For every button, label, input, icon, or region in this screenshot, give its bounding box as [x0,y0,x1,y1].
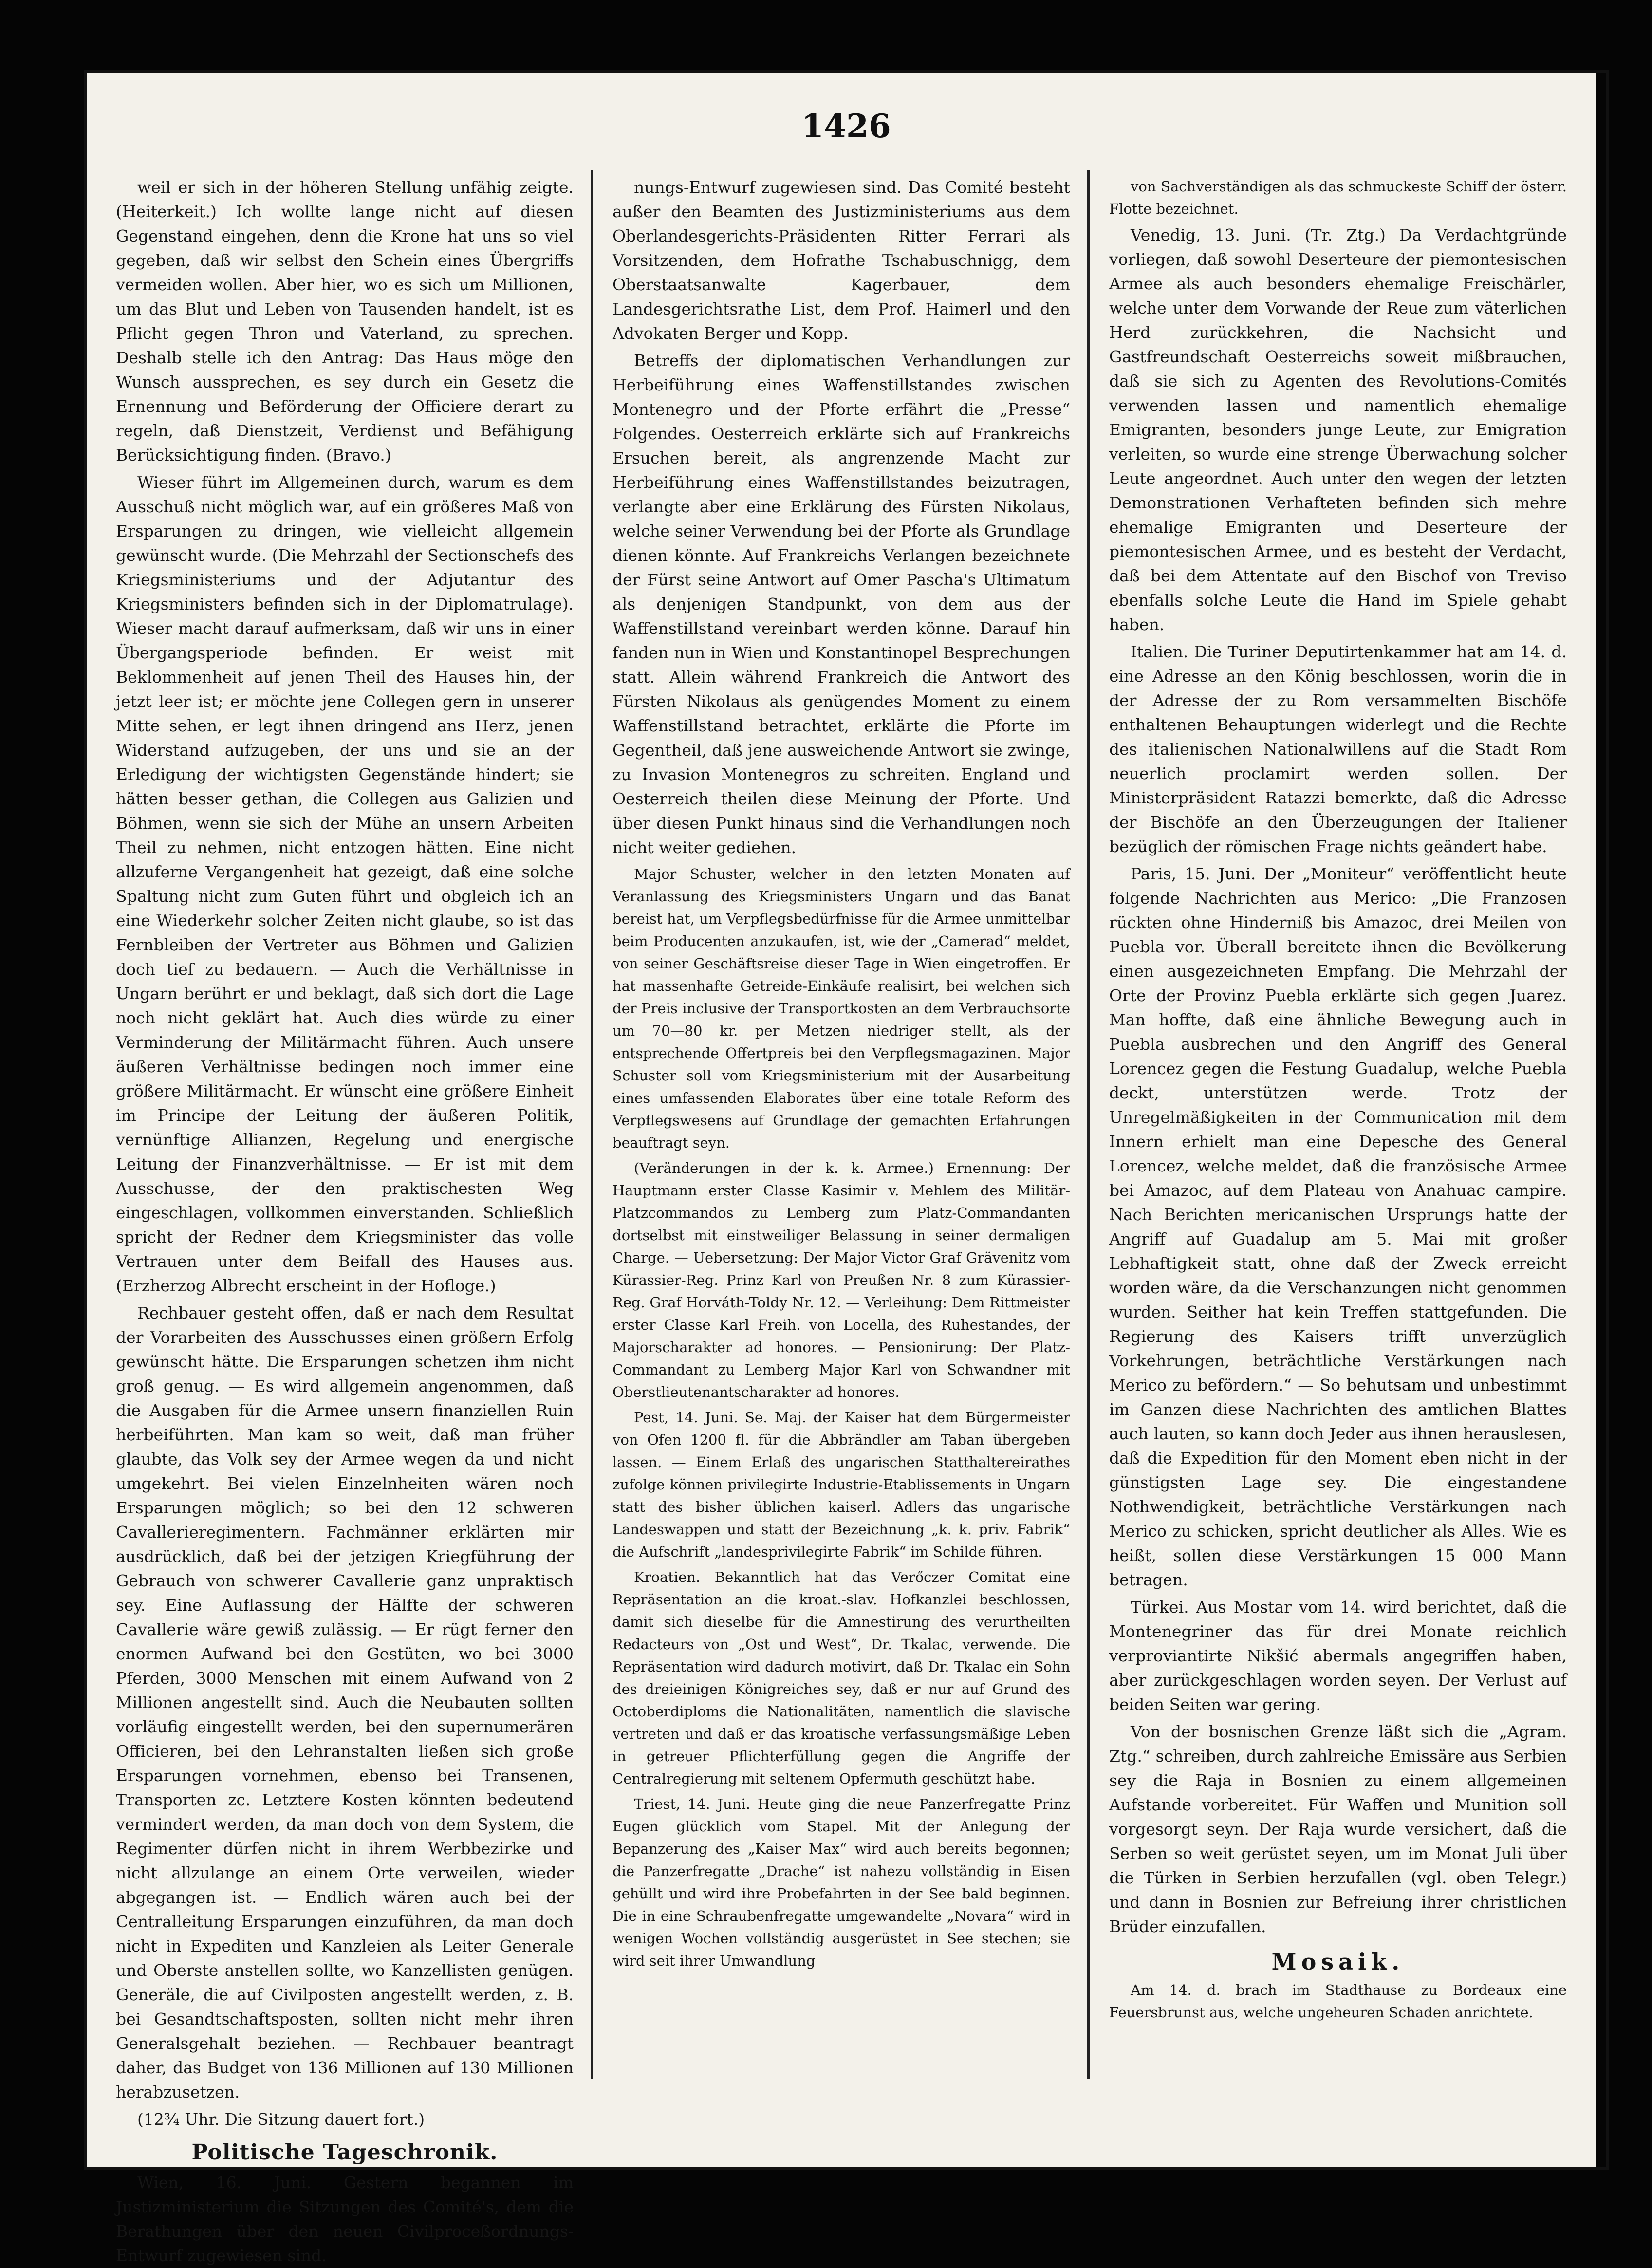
paragraph: weil er sich in der höheren Stellung unfähig zeigte. (Heiterkeit.) Ich wollte lange nicht auf diesen Gegenstand eingehen, denn die Krone hat uns so viel gegeben, daß wir selbst den Schein eines Übergriffs vermeiden wollen. Aber hier, wo es sich um Millionen, um das Blut und Leben von Tausenden handelt, ist es Pflicht gegen Thron und Vaterland, zu sprechen. Deshalb stelle ich den Antrag: Das Haus möge den Wunsch aussprechen, es sey durch ein Gesetz die Ernennung und Beförderung der Officiere derart zu regeln, daß Dienstzeit, Verdienst und Befähigung Berücksichtigung finden. (Bravo.) [116,178,574,465]
paragraph: Betreffs der diplomatischen Verhandlungen zur Herbeiführung eines Waffenstillstandes zwischen Montenegro und der Pforte erfährt die „Presse“ Folgendes. Oesterreich erklärte sich auf Frankreichs Ersuchen bereit, als angrenzende Macht zur Herbeiführung eines Waffenstillstandes beizutragen, verlangte aber eine Erklärung des Fürsten Nikolaus, welche seiner Verwendung bei der Pforte als Grundlage dienen könnte. Auf Frankreichs Verlangen bezeichnete der Fürst seine Antwort auf Omer Pascha's Ultimatum als denjenigen Standpunkt, von dem aus der Waffenstillstand vereinbart werden könne. Darauf hin fanden nun in Wien und Konstantinopel Besprechungen statt. Allein während Frankreich die Antwort des Fürsten Nikolaus als genügendes Moment zu einem Waffenstillstand betrachtet, erklärte die Pforte im Gegentheil, daß jene ausweichende Antwort sie zwinge, zu Invasion Montenegros zu schreiten. England und Oesterreich theilen diese Meinung der Pforte. Und über diesen Punkt hinaus sind die Verhandlungen noch nicht weiter gediehen. [613,351,1070,857]
paragraph: Venedig, 13. Juni. (Tr. Ztg.) Da Verdachtgründe vorliegen, daß sowohl Deserteure der piemontesischen Armee als auch besonders ehemalige Freischärler, welche unter dem Vorwande der Reue zum väterlichen Herd zurückkehren, die Nachsicht und Gastfreundschaft Oesterreichs soweit mißbrauchen, daß sie sich zu Agenten des Revolutions-Comités verwenden lassen und namentlich ehemalige Emigranten, besonders junge Leute, zur Emigration verleiten, so wurde eine strenge Überwachung solcher Leute angeordnet. Auch unter den wegen der letzten Demonstrationen Verhafteten befinden sich mehre ehemalige Emigranten und Deserteure der piemontesischen Armee, und es besteht der Verdacht, daß bei dem Attentate auf den Bischof von Treviso ebenfalls solche Leute die Hand im Spiele gehabt haben. [1109,225,1567,634]
paragraph: Rechbauer gesteht offen, daß er nach dem Resultat der Vorarbeiten des Ausschusses einen größern Erfolg gewünscht hätte. Die Ersparungen schetzen ihm nicht groß genug. — Es wird allgemein angenommen, daß die Ausgaben für die Armee unsern finanziellen Ruin herbeiführten. Man kam so weit, daß man früher glaubte, das Volk sey der Armee wegen da und nicht umgekehrt. Bei vielen Einzelnheiten wären noch Ersparungen möglich; so bei den 12 schweren Cavallerieregimentern. Fachmänner erklärten mir ausdrücklich, daß bei der jetzigen Kriegführung der Gebrauch von schwerer Cavallerie ganz unpraktisch sey. Eine Auflassung der Hälfte der schweren Cavallerie wäre gewiß zulässig. — Er rügt ferner den enormen Aufwand bei den Gestüten, wo bei 3000 Pferden, 3000 Menschen mit einem Aufwand von 2 Millionen angestellt sind. Auch die Neubauten sollten vorläufig eingestellt werden, bei den supernumerären Officieren, bei den Lehranstalten ließen sich große Ersparungen vornehmen, ebenso bei Transenen, Transporten zc. Letztere Kosten könnten bedeutend vermindert werden, da man doch von dem System, die Regimenter dürfen nicht in ihrem Werbbezirke und nicht allzulange an einem Orte verweilen, wieder abgegangen ist. — Endlich wären auch bei der Centralleitung Ersparungen einzuführen, da man doch nicht in Expediten und Kanzleien als Leiter Generale und Oberste anstellen sollte, wo Kanzellisten genügen. Generäle, die auf Civilposten angestellt werden, z. B. bei Gesandtschaftsposten, sollten nicht mehr ihren Generalsgehalt beziehen. — Rechbauer beantragt daher, das Budget von 136 Millionen auf 130 Millionen herabzusetzen. [116,1303,574,2101]
column-left [116,175,574,2265]
section-heading-mosaik: Mosaik. [1271,1949,1405,1975]
paragraph: von Sachverständigen als das schmuckeste Schiff der österr. Flotte bezeichnet. [1109,178,1567,217]
paragraph: Pest, 14. Juni. Se. Maj. der Kaiser hat dem Bürgermeister von Ofen 1200 fl. für die Abbrändler am Taban übergeben lassen. — Einem Erlaß des ungarischen Statthaltereirathes zufolge können privilegirte Industrie-Etablissements in Ungarn statt des bisher üblichen kaiserl. Adlers das ungarische Landeswappen und statt der Bezeichnung „k. k. priv. Fabrik“ die Aufschrift „landesprivilegirte Fabrik“ im Schilde führen. [613,1409,1070,1560]
paragraph: nungs-Entwurf zugewiesen sind. Das Comité besteht außer den Beamten des Justizministeriums aus dem Oberlandesgerichts-Präsidenten Ritter Ferrari als Vorsitzenden, dem Hofrathe Tschabuschnigg, dem Oberstaatsanwalte Kagerbauer, dem Landesgerichtsrathe List, dem Prof. Haimerl und den Advokaten Berger und Kopp. [613,178,1070,343]
session-note: (12¾ Uhr. Die Sitzung dauert fort.) [137,2110,425,2129]
paragraph: Paris, 15. Juni. Der „Moniteur“ veröffentlicht heute folgende Nachrichten aus Merico: „Die Franzosen rückten ohne Hinderniß bis Amazoc, drei Meilen von Puebla vor. Überall bereitete ihnen die Bevölkerung einen ausgezeichneten Empfang. Die Mehrzahl der Orte der Provinz Puebla erklärte sich gegen Juarez. Man hoffte, daß eine ähnliche Bewegung auch in Puebla ausbrechen und den Angriff des General Lorencez gegen die Festung Guadalup, welche Puebla deckt, unterstützen werde. Trotz der Unregelmäßigkeiten in der Communication mit dem Innern erhielt man eine Depesche des General Lorencez, welche meldet, daß die französische Armee bei Amazoc, auf dem Plateau von Anahuac campire. Nach Berichten mericanischen Ursprungs hatte der Angriff auf Guadalup am 5. Mai mit großer Lebhaftigkeit statt, ohne daß der Zweck erreicht worden wäre, da die Verschanzungen nicht genommen wurden. Seither hat kein Treffen stattgefunden. Die Regierung des Kaisers trifft unverzüglich Vorkehrungen, beträchtliche Verstärkungen nach Merico zu befördern.“ — So behutsam und unbestimmt im Ganzen diese Nachrichten des amtlichen Blattes auch lauten, so kann doch Jeder aus ihnen herauslesen, daß die Expedition für den Moment eben nicht in der günstigsten Lage sey. Die eingestandene Nothwendigkeit, beträchtliche Verstärkungen nach Merico zu schicken, spricht deutlicher als Alles. Wie es heißt, sollen diese Verstärkungen 15 000 Mann betragen. [1109,864,1567,1589]
column-rule-right [1087,170,1090,2079]
newspaper-page [87,73,1606,2265]
column-middle [613,175,1070,2074]
section-heading-chronik: Politische Tageschronik. [191,2140,498,2165]
paragraph: Türkei. Aus Mostar vom 14. wird berichtet, daß die Montenegriner das für drei Monate reichlich verproviantirte Nikšić abermals angegriffen haben, aber zurückgeschlagen worden seyen. Der Verlust auf beiden Seiten war gering. [1109,1598,1567,1714]
paragraph: Major Schuster, welcher in den letzten Monaten auf Veranlassung des Kriegsministers Ungarn und das Banat bereist hat, um Verpflegsbedürfnisse für die Armee unmittelbar beim Producenten anzukaufen, ist, wie der „Camerad“ meldet, von seiner Geschäftsreise dieser Tage in Wien eingetroffen. Er hat massenhafte Getreide-Einkäufe realisirt, bei welchen sich der Preis inclusive der Transportkosten an dem Verbrauchsorte um 70—80 kr. per Metzen niedriger stellt, als der entsprechende Offertpreis bei den Verpflegsmagazinen. Major Schuster soll vom Kriegsministerium mit der Ausarbeitung eines umfassenden Elaborates über eine totale Reform des Verpflegswesens auf Grundlage der gemachten Erfahrungen beauftragt seyn. [613,866,1070,1151]
paragraph: Triest, 14. Juni. Heute ging die neue Panzerfregatte Prinz Eugen glücklich vom Stapel. Mit der Anlegung der Bepanzerung des „Kaiser Max“ wird auch bereits begonnen; die Panzerfregatte „Drache“ ist nahezu vollständig in Eisen gehüllt und wird ihre Probefahrten in der See bald beginnen. Die in eine Schraubenfregatte umgewandelte „Novara“ wird in wenigen Wochen vollständig ausgerüstet in See stechen; sie wird seit ihrer Umwandlung [613,1796,1070,1969]
page-edge [1596,73,1606,2167]
paragraph: Kroatien. Bekanntlich hat das Verőczer Comitat eine Repräsentation an die kroat.-slav. Hofkanzlei beschlossen, damit sich dieselbe für die Amnestirung des verurtheilten Redacteurs von „Ost und West“, Dr. Tkalac, verwende. Die Repräsentation wird dadurch motivirt, daß Dr. Tkalac ein Sohn des dreieinigen Königreiches sey, daß er nur auf Grund des Octoberdiploms die Nationalitäten, namentlich die slavische vertreten und daß er das kroatische verfassungsmäßige Leben in getreuer Pflichterfüllung gegen die Angriffe der Centralregierung mit seltenem Opfermuth geschützt habe. [613,1569,1070,1787]
paragraph: Italien. Die Turiner Deputirtenkammer hat am 14. d. eine Adresse an den König beschlossen, worin die in der Adresse der zu Rom versammelten Bischöfe enthaltenen Behauptungen widerlegt und die Rechte des italienischen Nationalwillens auf die Stadt Rom neuerlich proclamirt werden sollen. Der Ministerpräsident Ratazzi bemerkte, daß die Adresse der Bischöfe an den Überzeugungen der Italiener bezüglich der römischen Frage nichts geändert habe. [1109,642,1567,856]
paragraph: (Veränderungen in der k. k. Armee.) Ernennung: Der Hauptmann erster Classe Kasimir v. Mehlem des Militär-Platzcommandos zu Lemberg zum Platz-Commandanten dortselbst mit einstweiliger Belassung in seiner dermaligen Charge. — Uebersetzung: Der Major Victor Graf Grävenitz vom Kürassier-Reg. Prinz Karl von Preußen Nr. 8 zum Kürassier-Reg. Graf Horváth-Toldy Nr. 12. — Verleihung: Dem Rittmeister erster Classe Karl Freih. von Locella, des Ruhestandes, der Majorscharakter ad honores. — Pensionirung: Der Platz-Commandant zu Lemberg Major Karl von Schwandner mit Oberstlieutenantscharakter ad honores. [613,1160,1070,1400]
page-number: 1426 [801,107,891,145]
paragraph: Wieser führt im Allgemeinen durch, warum es dem Ausschuß nicht möglich war, auf ein größeres Maß von Ersparungen zu dringen, wie vielleicht allgemein gewünscht wurde. (Die Mehrzahl der Sectionschefs des Kriegsministeriums und der Adjutantur des Kriegsministers befinden sich in der Diplomatrulage). Wieser macht darauf aufmerksam, daß wir uns in einer Übergangsperiode befinden. Er weist mit Beklommenheit auf jenen Theil des Hauses hin, der jetzt leer ist; er möchte jene Collegen gern in unserer Mitte sehen, er legt ihnen dringend ans Herz, jenen Widerstand aufzugeben, der uns und sie an der Erledigung der wichtigsten Gegenstände hindert; sie hätten besser gethan, die Collegen aus Galizien und Böhmen, wenn sie sich der Mühe an unsern Arbeiten Theil zu nehmen, nicht entzogen hätten. Eine nicht allzuferne Vergangenheit hat gezeigt, daß eine solche Spaltung nicht zum Guten führt und obgleich ich an eine Wiederkehr solcher Zeiten nicht glaube, so ist das Fernbleiben der Vertreter aus Böhmen und Galizien doch tief zu bedauern. — Auch die Verhältnisse in Ungarn berührt er und beklagt, daß sich dort die Lage noch nicht geklärt hat. Auch dies würde zu einer Verminderung der Militärmacht führen. Auch unsere äußeren Verhältnisse bedingen noch immer eine größere Militärmacht. Er wünscht eine größere Einheit im Principe der Leitung der äußeren Politik, vernünftige Allianzen, Regelung und energische Leitung der Finanzverhältnisse. — Er ist mit dem Ausschusse, der den praktischesten Weg eingeschlagen, vollkommen einverstanden. Schließlich spricht der Redner dem Kriegsminister das volle Vertrauen unter dem Beifall des Hauses aus. (Erzherzog Albrecht erscheint in der Hofloge.) [116,473,574,1295]
paragraph: Am 14. d. brach im Stadthause zu Bordeaux eine Feuersbrunst aus, welche ungeheuren Schaden anrichtete. [1109,1982,1567,2021]
paragraph: Wien, 16. Juni. Gestern begannen im Justizministerium die Sitzungen des Comité's, dem die Berathungen über den neuen Civilproceßordnungs-Entwurf zugewiesen sind. [116,2173,574,2265]
column-right [1109,175,1567,2074]
column-rule-left [591,170,593,2079]
paragraph: Von der bosnischen Grenze läßt sich die „Agram. Ztg.“ schreiben, durch zahlreiche Emissäre aus Serbien sey die Raja in Bosnien zu einem allgemeinen Aufstande vorbereitet. Für Waffen und Munition soll vorgesorgt seyn. Der Raja wurde versichert, daß die Serben so weit gerüstet seyen, um im Monat Juli über die Türken in Serbien herzufallen (vgl. oben Telegr.) und dann in Bosnien zur Befreiung ihrer christlichen Brüder einzufallen. [1109,1722,1567,1936]
